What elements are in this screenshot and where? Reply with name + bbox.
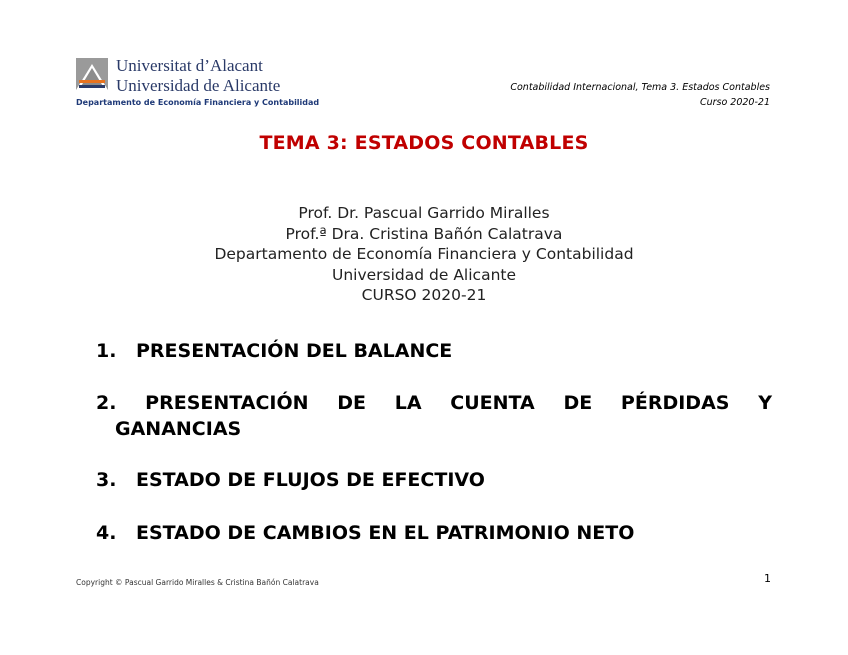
item-continuation: GANANCIAS: [115, 418, 242, 440]
course-year: Curso 2020-21: [699, 97, 770, 108]
university-logo-icon: [76, 58, 108, 90]
item-word: DE: [563, 392, 593, 414]
department-name: Departamento de Economía Financiera y Contabilidad: [76, 98, 320, 107]
item-word: PÉRDIDAS: [620, 392, 730, 414]
author-course: CURSO 2020-21: [361, 286, 487, 305]
item-number: 2.: [96, 392, 117, 414]
university-name-valencian: Universitat d’Alacant: [116, 56, 263, 75]
item-text: ESTADO DE CAMBIOS EN EL PATRIMONIO NETO: [136, 522, 635, 544]
page-title: TEMA 3: ESTADOS CONTABLES: [259, 132, 589, 154]
university-name-spanish: Universidad de Alicante: [116, 76, 281, 95]
course-title: Contabilidad Internacional, Tema 3. Estados Contables: [510, 82, 770, 93]
item-number: 4.: [96, 522, 117, 544]
contents-item-4: [96, 522, 634, 544]
item-text: ESTADO DE FLUJOS DE EFECTIVO: [136, 469, 485, 491]
contents-item-2: [96, 392, 772, 440]
item-text: PRESENTACIÓN DEL BALANCE: [136, 340, 453, 362]
item-word: CUENTA: [450, 392, 535, 414]
author-department: Departamento de Economía Financiera y Contabilidad: [214, 245, 634, 264]
item-word: LA: [394, 392, 422, 414]
page-number: 1: [764, 572, 771, 585]
author-university: Universidad de Alicante: [331, 265, 517, 284]
author-1: Prof. Dr. Pascual Garrido Miralles: [298, 204, 550, 222]
item-number: 1.: [96, 340, 117, 362]
authors-block: [0, 203, 848, 306]
author-2: Prof.ª Dra. Cristina Bañón Calatrava: [285, 224, 563, 243]
contents-item-3: [96, 469, 485, 491]
item-word: PRESENTACIÓN: [145, 392, 309, 414]
copyright-notice: Copyright © Pascual Garrido Miralles & Cristina Bañón Calatrava: [76, 578, 319, 587]
item-number: 3.: [96, 469, 117, 491]
contents-item-1: [96, 340, 452, 362]
item-word: DE: [337, 392, 367, 414]
item-word: Y: [758, 392, 772, 414]
